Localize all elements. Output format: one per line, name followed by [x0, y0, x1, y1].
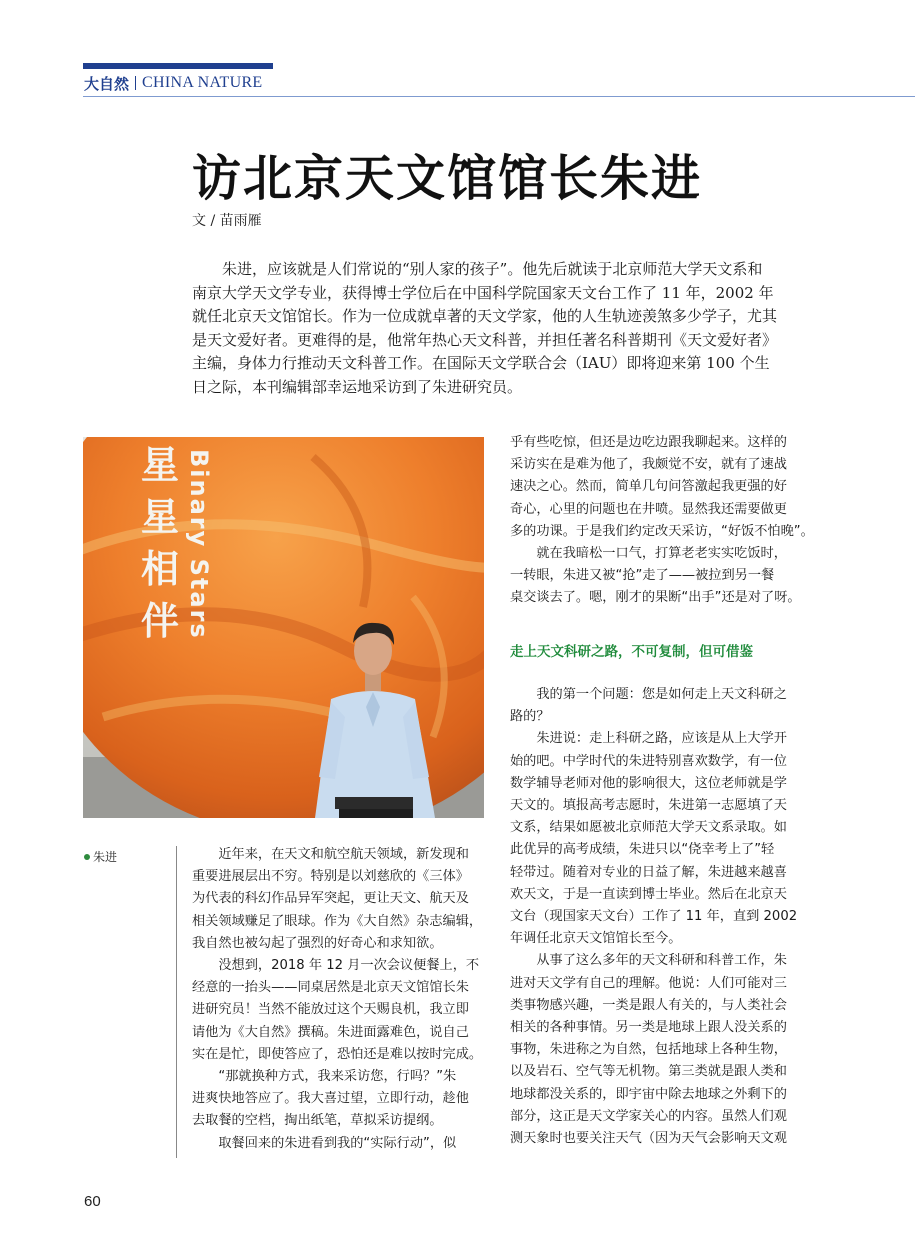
- paragraph-line: 事物，朱进称之为自然，包括地球上各种生物，: [510, 1042, 787, 1058]
- sign-char: 相: [141, 547, 180, 591]
- paragraph-line: 文系，结果如愿被北京师范大学天文系录取。如: [510, 820, 787, 836]
- paragraph-line: 近年来，在天文和航空航天领域，新发现和: [192, 847, 469, 862]
- caption-text: 朱进: [93, 850, 118, 864]
- portrait-photo: [83, 437, 484, 818]
- paragraph-line: 为代表的科幻作品异军突起，更让天文、航天及: [192, 891, 469, 907]
- paragraph-line: 天文的。填报高考志愿时，朱进第一志愿填了天: [510, 798, 787, 814]
- paragraph-line: 速决之心。然而，简单几句问答激起我更强的好: [510, 479, 787, 495]
- paragraph-line: 多的功课。于是我们约定改天采访，“好饭不怕晚”。: [510, 523, 814, 539]
- paragraph-line: 文台（现国家天文台）工作了 11 年，直到 2002: [510, 909, 798, 925]
- paragraph-line: 进对天文学有自己的理解。他说：人们可能对三: [510, 975, 787, 991]
- paragraph-line: 相关领域赚足了眼球。作为《大自然》杂志编辑，: [192, 913, 483, 929]
- section-name-cn: 大自然: [84, 74, 130, 93]
- intro-line: 主编，身体力行推动天文科普工作。在国际天文学联合会（IAU）即将迎来第 100 个生: [192, 354, 770, 373]
- paragraph-line: 请他为《大自然》撰稿。朱进面露难色，说自己: [192, 1024, 469, 1040]
- paragraph-line: 一转眼，朱进又被“抢”走了——被拉到另一餐: [510, 568, 775, 584]
- article-intro: [192, 258, 802, 400]
- intro-line: 朱进，应该就是人们常说的“别人家的孩子”。他先后就读于北京师范大学天文系和: [192, 260, 763, 278]
- section-header: [84, 72, 263, 94]
- intro-line: 就任北京天文馆馆长。作为一位成就卓著的天文学家，他的人生轨迹羡煞多少学子，尤其: [192, 307, 778, 326]
- paragraph-line: “那就换种方式，我来采访您，行吗？”朱: [192, 1069, 457, 1085]
- paragraph-line: 没想到，2018 年 12 月一次会议便餐上，不: [192, 958, 480, 974]
- section-name-en: CHINA NATURE: [142, 74, 263, 91]
- paragraph-line: 取餐回来的朱进看到我的“实际行动”，似: [192, 1135, 457, 1151]
- paragraph-line: 数学辅导老师对他的影响很大，这位老师就是学: [510, 775, 787, 791]
- paragraph-line: 欢天文，于是一直读到博士毕业。然后在北京天: [510, 886, 787, 902]
- paragraph-line: 以及岩石、空气等无机物。第三类就是跟人类和: [510, 1064, 787, 1080]
- body-column-right-bottom: [510, 684, 810, 1150]
- paragraph-line: 部分，这正是天文学家关心的内容。虽然人们观: [510, 1108, 787, 1124]
- paragraph-line: 进研究员！当然不能放过这个天赐良机，我立即: [192, 1002, 469, 1018]
- paragraph-line: 我的第一个问题：您是如何走上天文科研之: [510, 687, 787, 702]
- paragraph-line: 始的吧。中学时代的朱进特别喜欢数学，有一位: [510, 753, 787, 769]
- caption-bullet-icon: [84, 854, 90, 860]
- body-column-left: [192, 844, 488, 1155]
- intro-line: 南京大学天文学专业，获得博士学位后在中国科学院国家天文台工作了 11 年，2002 年: [192, 283, 774, 302]
- sign-char: 星: [141, 443, 180, 487]
- paragraph-line: 相关的各种事情。另一类是地球上跟人没关系的: [510, 1020, 787, 1036]
- paragraph-line: 轻带过。随着对专业的日益了解，朱进越来越喜: [510, 864, 787, 880]
- paragraph-line: 年调任北京天文馆馆长至今。: [510, 931, 682, 947]
- sign-english-label: Binary Stars: [185, 449, 213, 640]
- header-rule: [83, 96, 915, 97]
- paragraph-line: 朱进说：走上科研之路，应该是从上大学开: [510, 731, 787, 747]
- paragraph-line: 类事物感兴趣，一类是跟人有关的，与人类社会: [510, 997, 787, 1013]
- header-divider: [135, 76, 136, 90]
- sign-chinese-text: [141, 439, 179, 647]
- intro-line: 日之际，本刊编辑部幸运地采访到了朱进研究员。: [192, 377, 523, 396]
- sign-english-text: [185, 449, 213, 649]
- paragraph-line: 奇心，心里的问题也在井喷。显然我还需要做更: [510, 501, 787, 517]
- paragraph-line: 地球都没关系的，即宇宙中除去地球之外剩下的: [510, 1086, 787, 1102]
- paragraph-line: 去取餐的空档，掏出纸笔，草拟采访提纲。: [192, 1113, 443, 1129]
- paragraph-line: 采访实在是难为他了，我颇觉不安，就有了速战: [510, 457, 787, 473]
- photo-caption: [84, 848, 117, 865]
- paragraph-line: 桌交谈去了。嗯，刚才的果断“出手”还是对了呀。: [510, 590, 801, 606]
- paragraph-line: 路的？: [510, 709, 550, 725]
- paragraph-line: 进爽快地答应了。我大喜过望，立即行动，趁他: [192, 1091, 469, 1107]
- article-byline: 文 / 苗雨雁: [192, 213, 262, 229]
- paragraph-line: 实在是忙，即使答应了，恐怕还是难以按时完成。: [192, 1046, 483, 1062]
- paragraph-line: 就在我暗松一口气，打算老老实实吃饭时，: [510, 546, 787, 562]
- paragraph-line: 从事了这么多年的天文科研和科普工作，朱: [510, 953, 787, 969]
- paragraph-line: 重要进展层出不穷。特别是以刘慈欣的《三体》: [192, 869, 469, 885]
- page-number: 60: [84, 1193, 101, 1210]
- caption-divider: [176, 846, 177, 1158]
- paragraph-line: 测天象时也要关注天气（因为天气会影响天文观: [510, 1131, 787, 1147]
- intro-line: 是天文爱好者。更难得的是，他常年热心天文科普，并担任著名科普期刊《天文爱好者》: [192, 330, 778, 349]
- section-subhead: 走上天文科研之路，不可复制，但可借鉴: [510, 644, 753, 660]
- body-column-right-top: [510, 432, 814, 610]
- paragraph-line: 此优异的高考成绩，朱进只以“侥幸考上了”轻: [510, 842, 775, 858]
- header-accent-bar: [83, 63, 273, 69]
- paragraph-line: 经意的一抬头——同桌居然是北京天文馆馆长朱: [192, 980, 469, 996]
- article-title: 访北京天文馆馆长朱进: [192, 150, 703, 207]
- paragraph-line: 我自然也被勾起了强烈的好奇心和求知欲。: [192, 935, 443, 951]
- sign-char: 星: [141, 495, 180, 539]
- sign-char: 伴: [141, 599, 180, 643]
- paragraph-line: 乎有些吃惊，但还是边吃边跟我聊起来。这样的: [510, 435, 787, 450]
